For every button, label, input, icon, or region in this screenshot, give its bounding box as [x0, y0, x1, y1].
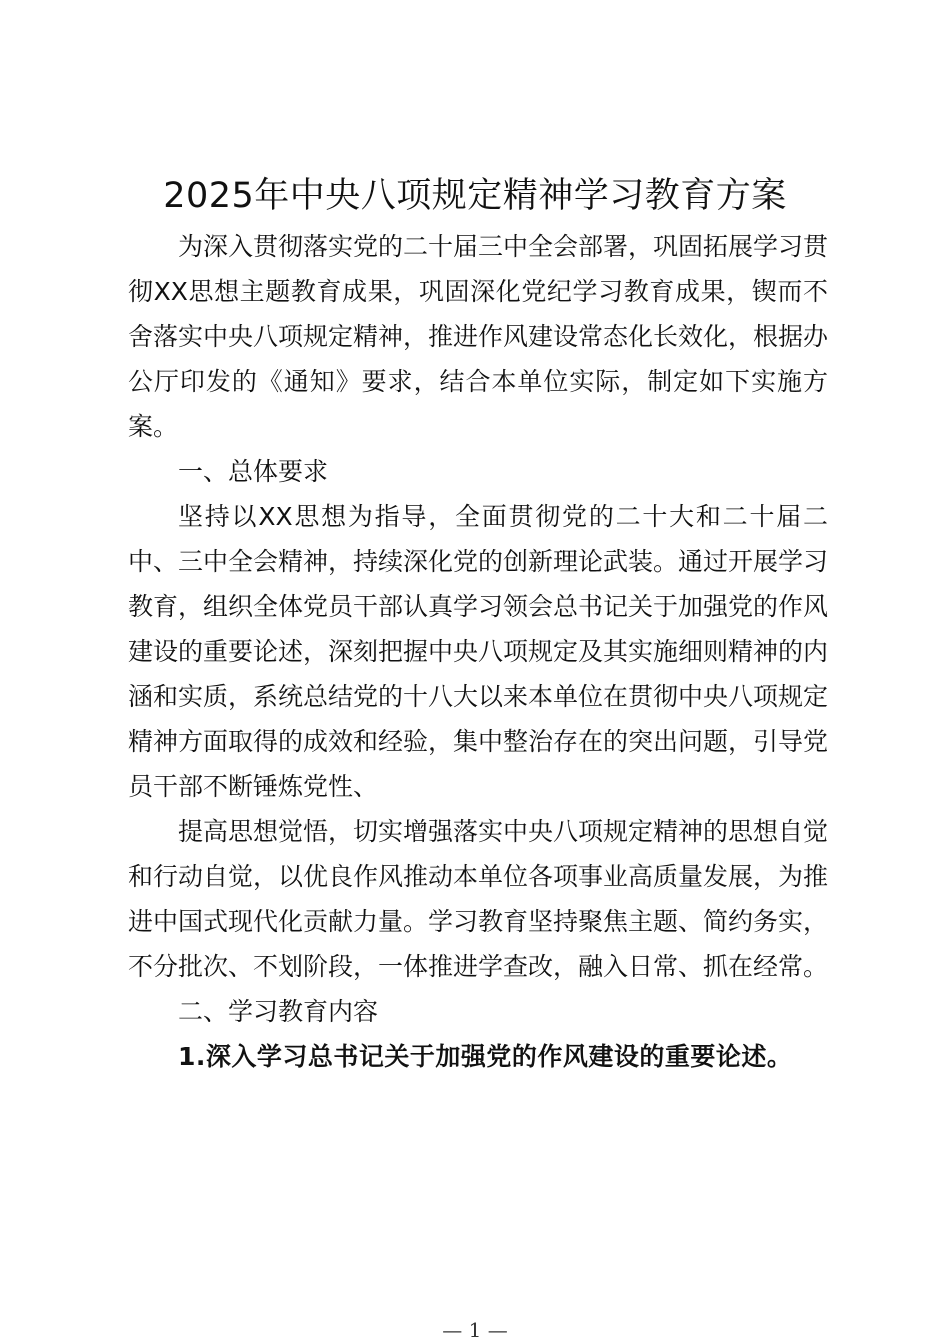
general-requirements-paragraph: 坚持以XX思想为指导，全面贯彻党的二十大和二十届二中、三中全会精神，持续深化党的创新理论武装。通过开展学习教育，组织全体党员干部认真学习领会总书记关于加强党的作风建设的重要论述，深刻把握中央八项规定及其实施细则精神的内涵和实质，系统总结党的十八大以来本单位在贯彻中央八项规定精神方面取得的成效和经验，集中整治存在的突出问题，引导党员干部不断锤炼党性、 — [128, 502, 829, 801]
document-body — [128, 224, 828, 1079]
intro-paragraph: 为深入贯彻落实党的二十届三中全会部署，巩固拓展学习贯彻XX思想主题教育成果，巩固深化党纪学习教育成果，锲而不舍落实中央八项规定精神，推进作风建设常态化长效化，根据办公厅印发的《通知》要求，结合本单位实际，制定如下实施方案。 — [128, 232, 829, 441]
section-heading-learning-content: 二、学习教育内容 — [178, 997, 379, 1026]
general-requirements-paragraph-continued: 提高思想觉悟，切实增强落实中央八项规定精神的思想自觉和行动自觉，以优良作风推动本单位各项事业高质量发展，为推进中国式现代化贡献力量。学习教育坚持聚焦主题、简约务实，不分批次、不划阶段，一体推进学查改，融入日常、抓在经常。 — [128, 817, 829, 981]
document-title: 2025年中央八项规定精神学习教育方案 — [163, 176, 787, 216]
learning-content-item-1: 1.深入学习总书记关于加强党的作风建设的重要论述。 — [178, 1042, 793, 1071]
section-heading-general-requirements: 一、总体要求 — [178, 457, 329, 486]
page-number: — 1 — — [442, 1318, 508, 1342]
